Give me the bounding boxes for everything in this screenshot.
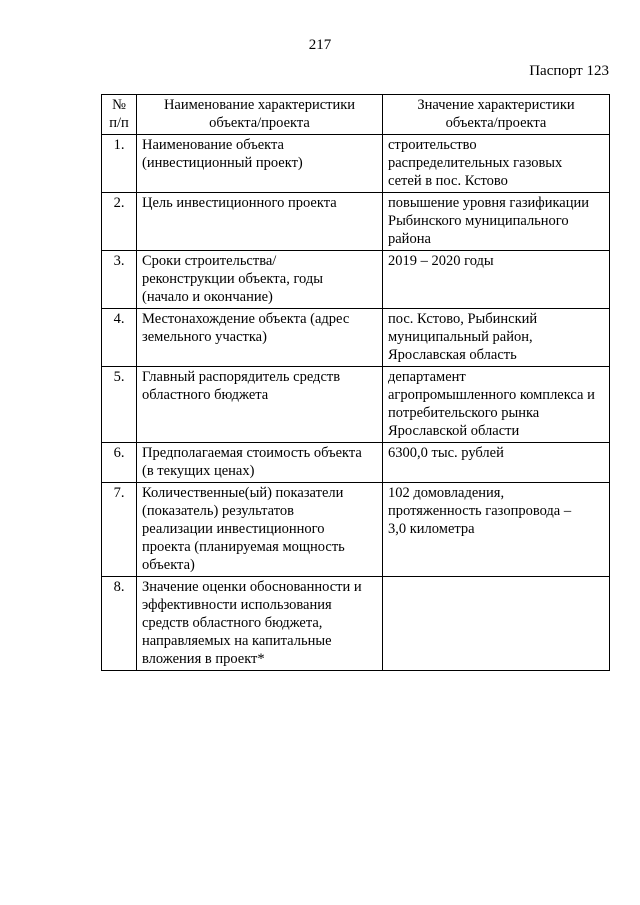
row-characteristic: Цель инвестиционного проекта xyxy=(137,193,383,251)
table-row xyxy=(102,483,610,577)
page-number: 217 xyxy=(308,37,332,53)
row-number: 5. xyxy=(102,367,137,443)
row-number: 4. xyxy=(102,309,137,367)
row-number: 6. xyxy=(102,443,137,483)
passport-table xyxy=(101,94,610,671)
column-header-value: Значение характеристики объекта/проекта xyxy=(383,95,610,135)
column-header-num: № п/п xyxy=(102,95,137,135)
table-row xyxy=(102,251,610,309)
row-characteristic: Местонахождение объекта (адрес земельного участка) xyxy=(137,309,383,367)
row-characteristic: Главный распорядитель средств областного бюджета xyxy=(137,367,383,443)
table-row xyxy=(102,577,610,671)
row-value: департамент агропромышленного комплекса и потребительского рынка Ярославской области xyxy=(383,367,610,443)
row-number: 1. xyxy=(102,135,137,193)
row-number: 3. xyxy=(102,251,137,309)
table-row xyxy=(102,309,610,367)
row-value: пос. Кстово, Рыбинский муниципальный район, Ярославская область xyxy=(383,309,610,367)
row-value xyxy=(383,577,610,671)
row-value: 6300,0 тыс. рублей xyxy=(383,443,610,483)
row-number: 2. xyxy=(102,193,137,251)
row-value: 102 домовладения, протяженность газопровода – 3,0 километра xyxy=(383,483,610,577)
column-header-name: Наименование характеристики объекта/проекта xyxy=(137,95,383,135)
row-characteristic: Сроки строительства/ реконструкции объекта, годы (начало и окончание) xyxy=(137,251,383,309)
row-number: 7. xyxy=(102,483,137,577)
table-header-row xyxy=(102,95,610,135)
row-value: строительство распределительных газовых сетей в пос. Кстово xyxy=(383,135,610,193)
table-row xyxy=(102,367,610,443)
table-row xyxy=(102,443,610,483)
row-characteristic: Наименование объекта (инвестиционный проект) xyxy=(137,135,383,193)
row-value: 2019 – 2020 годы xyxy=(383,251,610,309)
row-characteristic: Предполагаемая стоимость объекта (в текущих ценах) xyxy=(137,443,383,483)
table-row xyxy=(102,193,610,251)
row-number: 8. xyxy=(102,577,137,671)
table-row xyxy=(102,135,610,193)
row-value: повышение уровня газификации Рыбинского муниципального района xyxy=(383,193,610,251)
passport-label: Паспорт 123 xyxy=(529,63,609,79)
row-characteristic: Количественные(ый) показатели (показатель) результатов реализации инвестиционного проекта (планируемая мощность объекта) xyxy=(137,483,383,577)
row-characteristic: Значение оценки обоснованности и эффективности использования средств областного бюджета, направляемых на капитальные вложения в проект* xyxy=(137,577,383,671)
